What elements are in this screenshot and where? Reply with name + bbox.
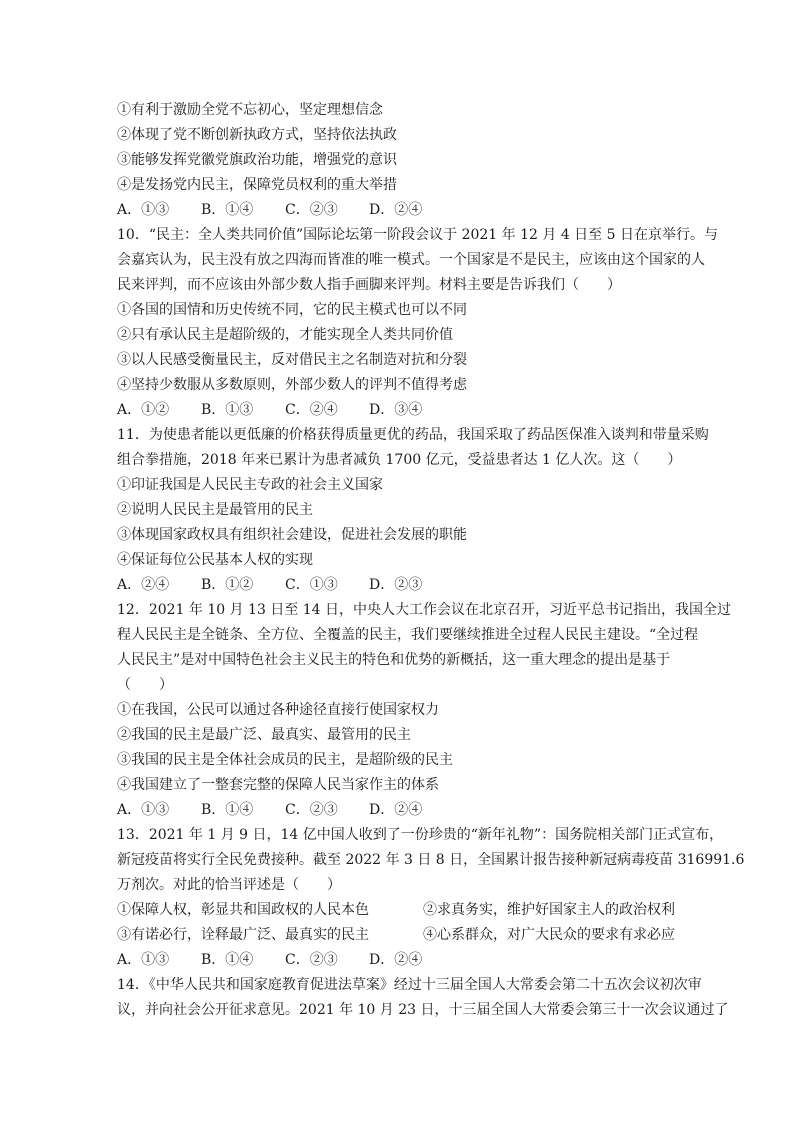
option-c: C．②③ — [285, 952, 338, 968]
q12-stem-line: 程人民民主是全链条、全方位、全覆盖的民主，我们要继续推进全过程人民民主建设。“全过程 — [117, 627, 699, 643]
q11-statement-1: ①印证我国是人民民主专政的社会主义国家 — [117, 477, 383, 493]
statement-3: ③能够发挥党徽党旗政治功能，增强党的意识 — [117, 152, 397, 168]
q11-statement-2: ②说明人民民主是最管用的民主 — [117, 502, 313, 518]
q10-stem-line: 民来评判，而不应该由外部少数人指手画脚来评判。材料主要是告诉我们（ ） — [117, 277, 621, 293]
q12-stem-line: 人民民主”是对中国特色社会主义民主的特色和优势的新概括，这一重大理念的提出是基于 — [117, 652, 671, 668]
q10-statement-4: ④坚持少数服从多数原则，外部少数人的评判不值得考虑 — [117, 377, 467, 393]
q13-options — [117, 950, 717, 970]
statement-2: ②体现了党不断创新执政方式，坚持依法执政 — [117, 127, 397, 143]
q11-statement-4: ④保证每位公民基本人权的实现 — [117, 552, 313, 568]
q12-statement-4: ④我国建立了一整套完整的保障人民当家作主的体系 — [117, 777, 439, 793]
q13-stem-line: 13．2021 年 1 月 9 日，14 亿中国人收到了一份珍贵的“新年礼物”：国务院相关部门正式宣布， — [117, 827, 724, 843]
option-d: D．②③ — [369, 577, 423, 593]
q13-statement-4: ④心系群众，对广大民众的要求有求必应 — [423, 927, 675, 943]
q10-statement-3: ③以人民感受衡量民主，反对借民主之名制造对抗和分裂 — [117, 352, 467, 368]
q13-statement-row — [117, 900, 717, 920]
q13-statement-row — [117, 925, 717, 945]
option-b: B．①④ — [201, 802, 254, 818]
option-d: D．③④ — [369, 402, 423, 418]
option-c: C．②④ — [285, 402, 338, 418]
q12-stem-line: 12．2021 年 10 月 13 日至 14 日，中央人大工作会议在北京召开，习近平总书记指出，我国全过 — [117, 602, 732, 618]
q11-stem-line: 组合拳措施，2018 年来已累计为患者减负 1700 亿元，受益患者达 1 亿人次。这（ ） — [117, 452, 682, 468]
q12-statement-1: ①在我国，公民可以通过各种途径直接行使国家权力 — [117, 702, 439, 718]
option-d: D．②④ — [369, 802, 423, 818]
q11-options — [117, 575, 717, 595]
q10-stem-line: 会嘉宾认为，民主没有放之四海而皆准的唯一模式。一个国家是不是民主，应该由这个国家的人 — [117, 252, 705, 268]
option-b: B．①④ — [201, 202, 254, 218]
option-b: B．①③ — [201, 402, 254, 418]
q14-stem-line: 议，并向社会公开征求意见。2021 年 10 月 23 日，十三届全国人大常委会第三十一次会议通过了 — [117, 1002, 729, 1018]
option-a: A．①③ — [117, 952, 170, 968]
answer-options — [117, 200, 717, 220]
q14-stem-line: 14．《中华人民共和国家庭教育促进法草案》经过十三届全国人大常委会第二十五次会议初次审 — [117, 977, 702, 993]
q11-statement-3: ③体现国家政权具有组织社会建设，促进社会发展的职能 — [117, 527, 467, 543]
q13-stem-line: 万剂次。对此的恰当评述是（ ） — [117, 877, 341, 893]
q12-options — [117, 800, 717, 820]
statement-1: ①有利于激励全党不忘初心，坚定理想信念 — [117, 102, 383, 118]
q13-statement-2: ②求真务实，维护好国家主人的政治权利 — [423, 902, 675, 918]
option-a: A．①③ — [117, 202, 170, 218]
q13-statement-1: ①保障人权，彰显共和国政权的人民本色 — [117, 902, 369, 918]
option-b: B．①④ — [201, 952, 254, 968]
q12-statement-3: ③我国的民主是全体社会成员的民主，是超阶级的民主 — [117, 752, 453, 768]
q13-statement-3: ③有诺必行，诠释最广泛、最真实的民主 — [117, 927, 369, 943]
q10-statement-2: ②只有承认民主是超阶级的，才能实现全人类共同价值 — [117, 327, 453, 343]
q12-stem-line: （ ） — [117, 677, 173, 693]
option-c: C．②③ — [285, 802, 338, 818]
option-b: B．①② — [201, 577, 254, 593]
statement-4: ④是发扬党内民主，保障党员权利的重大举措 — [117, 177, 397, 193]
option-a: A．②④ — [117, 577, 170, 593]
q12-statement-2: ②我国的民主是最广泛、最真实、最管用的民主 — [117, 727, 411, 743]
option-c: C．②③ — [285, 202, 338, 218]
q10-options — [117, 400, 717, 420]
option-a: A．①③ — [117, 802, 170, 818]
option-a: A．①② — [117, 402, 170, 418]
q10-stem-line: 10．“民主：全人类共同价值”国际论坛第一阶段会议于 2021 年 12 月 4 日至 5 日在京举行。与 — [117, 227, 718, 243]
q10-statement-1: ①各国的国情和历史传统不同，它的民主模式也可以不同 — [117, 302, 467, 318]
q13-stem-line: 新冠疫苗将实行全民免费接种。截至 2022 年 3 日 8 日，全国累计报告接种新冠病毒疫苗 316991.6 — [117, 852, 745, 868]
option-c: C．①③ — [285, 577, 338, 593]
option-d: D．②④ — [369, 952, 423, 968]
option-d: D．②④ — [369, 202, 423, 218]
q11-stem-line: 11．为使患者能以更低廉的价格获得质量更优的药品，我国采取了药品医保准入谈判和带量采购 — [117, 427, 709, 443]
